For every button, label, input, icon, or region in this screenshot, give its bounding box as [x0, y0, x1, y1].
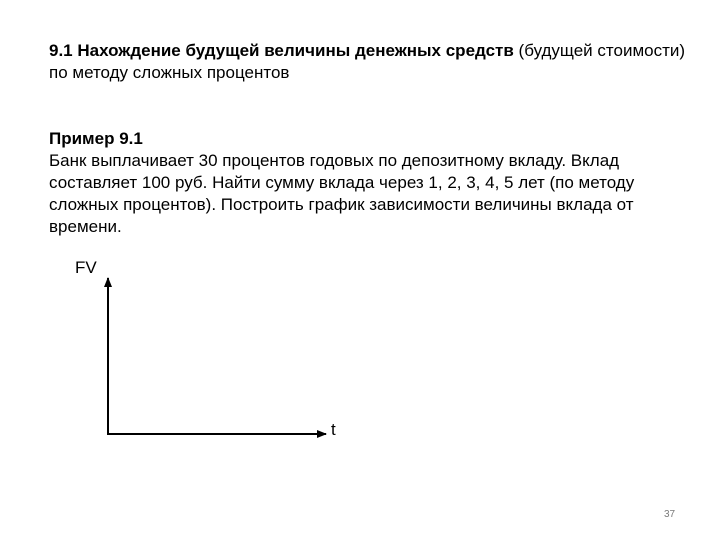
x-axis-label: t [331, 420, 336, 439]
y-axis-label: FV [75, 258, 97, 277]
axes-diagram [60, 250, 340, 450]
heading-normal: (будущей стоимости) по методу сложных процентов [49, 41, 686, 82]
example-title: Пример 9.1 [49, 129, 143, 148]
slide-heading [49, 40, 689, 84]
example-text: Банк выплачивает 30 процентов годовых по депозитному вкладу. Вклад составляет 100 руб. Найти сумму вклада через 1, 2, 3, 4, 5 лет (по методу сложных процентов). Построить график зависимости величины вклада от времени. [49, 151, 635, 236]
page-number: 37 [664, 509, 676, 520]
example-block [49, 128, 699, 238]
heading-bold: 9.1 Нахождение будущей величины денежных средств [49, 41, 514, 60]
